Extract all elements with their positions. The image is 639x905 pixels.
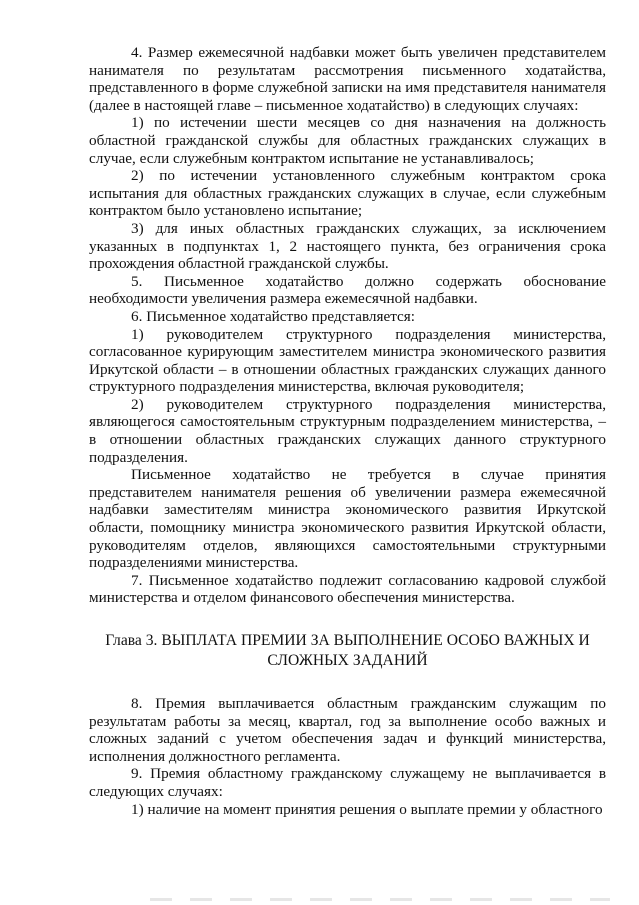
paragraph-9-item-1: 1) наличие на момент принятия решения о выплате премии у областного [131, 800, 603, 818]
chapter-heading [89, 631, 606, 671]
paragraph-9: 9. Премия областному гражданскому служащему не выплачивается в следующих случаях: [89, 765, 606, 800]
chapter-heading-line-1: Глава 3. ВЫПЛАТА ПРЕМИИ ЗА ВЫПОЛНЕНИЕ ОСОБО ВАЖНЫХ И [105, 632, 590, 649]
paragraph-6: 6. Письменное ходатайство представляется: [131, 307, 415, 325]
paragraph-4-item-2: 2) по истечении установленного служебным контрактом срока испытания для областных гражданских служащих в случае, если служебным контрактом было установлено испытание; [89, 167, 606, 220]
paragraph-4: 4. Размер ежемесячной надбавки может быть увеличен представителем нанимателя по результатам рассмотрения письменного ходатайства, представленного в форме служебной записки на имя представителя нанимателя (далее в настоящей главе – письменное ходатайство) в следующих случаях: [89, 44, 606, 114]
paragraph-6-note: Письменное ходатайство не требуется в случае принятия представителем нанимателя решения об увеличении размера ежемесячной надбавки заместителям министра экономического развития Иркутской области, помощнику министра экономического развития Иркутской области, руководителям отделов, являющихся самостоятельными структурными подразделениями министерства. [89, 466, 606, 572]
scan-edge-artifact [150, 898, 610, 901]
paragraph-4-item-3: 3) для иных областных гражданских служащих, за исключением указанных в подпунктах 1, 2 настоящего пункта, без ограничения срока прохождения областной гражданской службы. [89, 219, 606, 273]
paragraph-6-item-2: 2) руководителем структурного подразделения министерства, являющегося самостоятельным структурным подразделением министерства, – в отношении областных гражданских служащих данного структурного подразделения. [89, 395, 606, 466]
paragraph-6-item-1: 1) руководителем структурного подразделения министерства, согласованное курирующим заместителем министра экономического развития Иркутской области – в отношении областных гражданских служащих данного структурного подразделения министерства, включая руководителя; [89, 325, 606, 396]
document-page [89, 44, 606, 818]
paragraph-7: 7. Письменное ходатайство подлежит согласованию кадровой службой министерства и отделом финансового обеспечения министерства. [89, 571, 606, 607]
paragraph-8: 8. Премия выплачивается областным гражданским служащим по результатам работы за месяц, квартал, год за выполнение особо важных и сложных заданий с учетом обеспечения задач и функций министерства, исполнения должностного регламента. [89, 695, 606, 765]
chapter-heading-line-2: СЛОЖНЫХ ЗАДАНИЙ [267, 652, 428, 669]
paragraph-5: 5. Письменное ходатайство должно содержать обоснование необходимости увеличения размера ежемесячной надбавки. [89, 272, 606, 308]
paragraph-4-item-1: 1) по истечении шести месяцев со дня назначения на должность областной гражданской службы для областных гражданских служащих в случае, если служебным контрактом испытание не устанавливалось; [89, 114, 606, 167]
